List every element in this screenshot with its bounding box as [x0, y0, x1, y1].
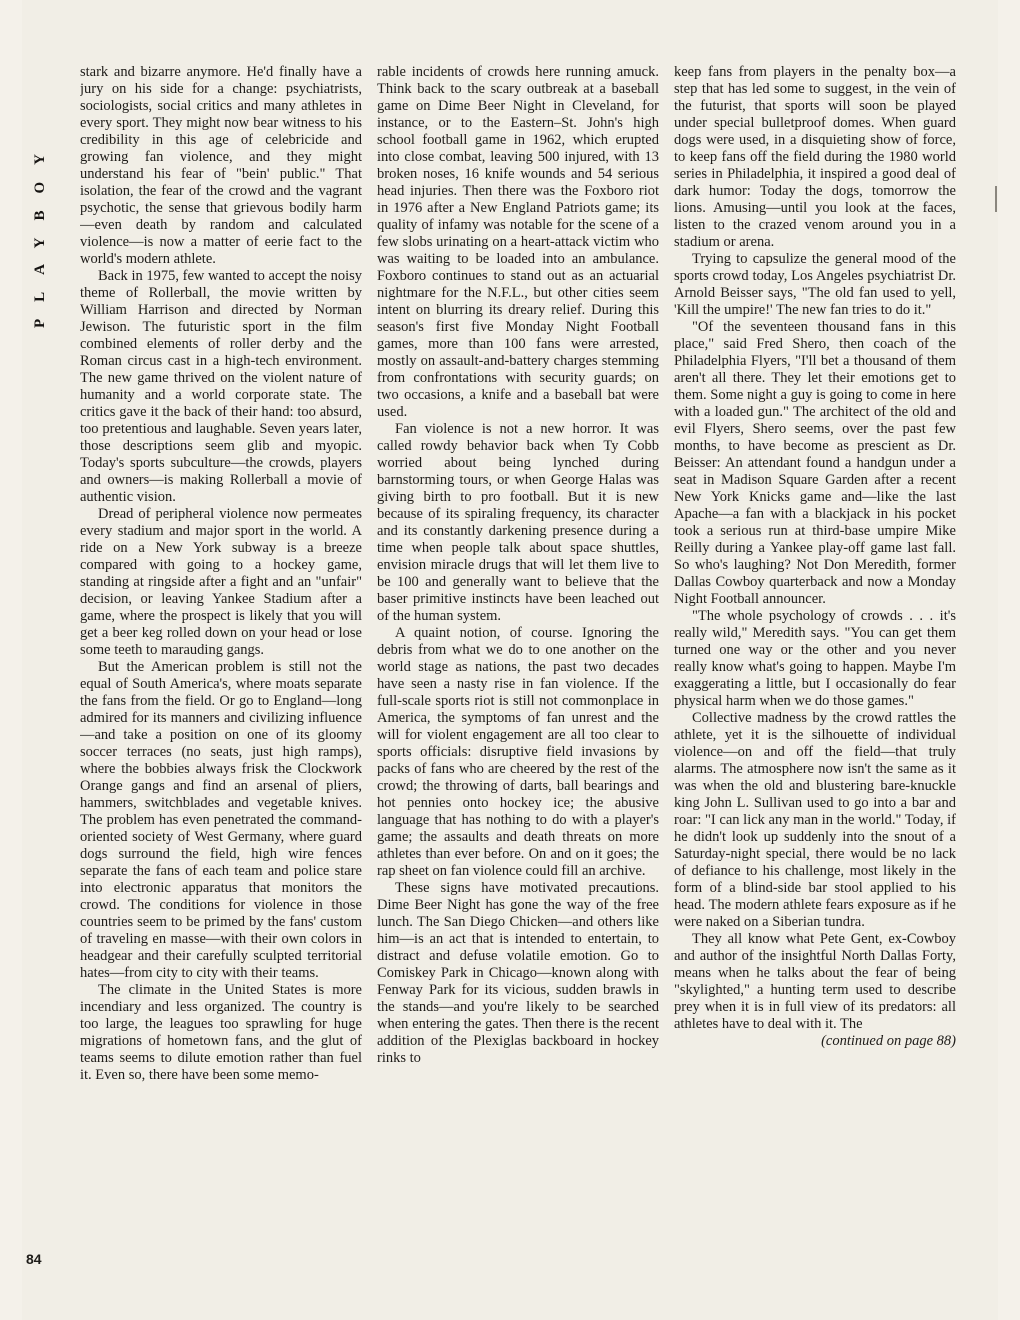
paragraph: "The whole psychology of crowds . . . it's really wild," Meredith says. "You can get them turned one way or the other and you never really know what's going to happen. Maybe I'm exaggerating a little, but I occasionally do fear physical harm when we do those games.": [674, 608, 956, 709]
paragraph: rable incidents of crowds here running amuck. Think back to the scary outbreak at a baseball game on Dime Beer Night in Cleveland, for instance, or to the Eastern–St. John's high school football game in 1962, which erupted into close combat, leaving 500 injured, with 13 broken noses, 16 knife wounds and 54 serious head injuries. Then there was the Foxboro riot in 1976 after a New England Patriots game; its quality of infamy was notable for the scene of a few slobs urinating on a heart-attack victim who was waiting to be loaded into an ambulance. Foxboro continues to stand out as an actuarial nightmare for the N.F.L., but other cities seem intent on blurring its dreary relief. During this season's first five Monday Night Football games, more than 100 fans were arrested, mostly on assault-and-battery charges stemming from confrontations with security guards; on two occasions, a knife and a baseball bat were used.: [377, 64, 659, 420]
paragraph: These signs have motivated precautions. Dime Beer Night has gone the way of the free lunch. The San Diego Chicken—and others like him—is an act that is intended to entertain, to distract and defuse volatile emotion. Go to Comiskey Park in Chicago—known along with Fenway Park for its vicious, sudden brawls in the stands—and you're likely to be searched when entering the gates. Then there is the recent addition of the Plexiglas backboard in hockey rinks to: [377, 880, 659, 1066]
paragraph: keep fans from players in the penalty box—a step that has led some to suggest, in the vein of the futurist, that sports will soon be played under special bulletproof domes. When guard dogs were used, in a disquieting show of force, to keep fans off the field during the 1980 world series in Philadelphia, it inspired a good deal of dark humor: Today the dogs, tomorrow the lions. Amusing—until you look at the faces, listen to the crazed venom around you in a stadium or arena.: [674, 64, 956, 250]
text-column-2: [377, 64, 659, 1269]
paragraph: Dread of peripheral violence now permeates every stadium and major sport in the world. A ride on a New York subway is a breeze compared with going to a hockey game, standing at ringside after a fight and an "unfair" decision, or leaving Yankee Stadium after a game, where the prospect is likely that you will get a beer keg rolled down on your head or lose some teeth to marauding gangs.: [80, 506, 362, 658]
masthead-text: PLAYBOY: [32, 137, 48, 328]
paragraph: A quaint notion, of course. Ignoring the debris from what we do to one another on the world stage as nations, the past two decades have seen a nasty rise in fan violence. If the full-scale sports riot is still not commonplace in America, the symptoms of fan unrest and the will for violent engagement are all too clear to sports officials: disruptive field invasions by packs of fans who are cheered by the rest of the crowd; the throwing of darts, ball bearings and hot pennies onto hockey ice; the abusive language that has nothing to do with a player's game; the assaults and death threats on more athletes than ever before. On and on it goes; the rap sheet on fan violence could fill an archive.: [377, 625, 659, 879]
page-edge-mark: [995, 186, 997, 212]
magazine-page: [22, 0, 998, 1320]
paragraph: Back in 1975, few wanted to accept the noisy theme of Rollerball, the movie written by William Harrison and directed by Norman Jewison. The futuristic sport in the film combined elements of roller derby and the Roman circus cast in a high-tech environment. The new game thrived on the violent nature of humanity and a world corporate state. The critics gave it the back of their hand: too absurd, too pretentious and laughable. Seven years later, those descriptions seem glib and myopic. Today's sports subculture—the crowds, players and owners—is making Rollerball a movie of authentic vision.: [80, 268, 362, 505]
paragraph: But the American problem is still not the equal of South America's, where moats separate the fans from the field. Or go to England—long admired for its manners and civilizing influence—and take a position on one of its gloomy soccer terraces (no seats, just high ramps), where the bobbies always frisk the Clockwork Orange gangs and find an arsenal of pliers, hammers, switchblades and vegetable knives. The problem has even penetrated the command-oriented society of West Germany, where guard dogs surround the field, high wire fences separate the fans of each team and police stare into electronic apparatus that monitors the crowd. The conditions for violence in those countries seem to be primed by the fans' custom of traveling en masse—with their own colors in headgear and their carefully sculpted territorial hates—from city to city with their teams.: [80, 659, 362, 981]
masthead: [30, 62, 54, 332]
paragraph: stark and bizarre anymore. He'd finally have a jury on his side for a change: psychiatrists, sociologists, social critics and many athletes in every sport. They might now bear witness to his credibility in this age of celebricide and growing fan violence, and they might understand his fear of "bein' public." That isolation, the fear of the crowd and the vagrant psychotic, the sense that grievous bodily harm—even death by random and calculated violence—is now a matter of eerie fact to the world's modern athlete.: [80, 64, 362, 267]
continuation-note: (continued on page 88): [821, 1033, 956, 1049]
page-number: 84: [26, 1251, 42, 1267]
paragraph: Collective madness by the crowd rattles the athlete, yet it is the silhouette of individual violence—on and off the field—that truly alarms. The atmosphere now isn't the same as it was when the old and blustering bare-knuckle king John L. Sullivan used to go into a bar and roar: "I can lick any man in the world." Today, if he didn't look up suddenly into the snout of a Saturday-night special, there would be no lack of defiance to his challenge, most likely in the form of a blind-side bar stool applied to his head. The modern athlete fears exposure as if he were naked on a Siberian tundra.: [674, 710, 956, 930]
text-column-3: [674, 64, 956, 1269]
paragraph: Trying to capsulize the general mood of the sports crowd today, Los Angeles psychiatrist Dr. Arnold Beisser says, "The old fan used to yell, 'Kill the umpire!' The new fan tries to do it.": [674, 251, 956, 318]
paragraph: Fan violence is not a new horror. It was called rowdy behavior back when Ty Cobb worried about being lynched during barnstorming tours, or when George Halas was giving birth to pro football. But it is new because of its spiraling frequency, its character and its constantly darkening presence during a time when people talk about space shuttles, envision miracle drugs that will let them live to be 100 and generally want to believe that the baser primitive instincts have been leached out of the human system.: [377, 421, 659, 624]
paragraph: The climate in the United States is more incendiary and less organized. The country is too large, the leagues too sprawling for huge migrations of hometown fans, and the glut of teams seems to dilute emotion rather than fuel it. Even so, there have been some memo-: [80, 982, 362, 1083]
text-column-1: [80, 64, 362, 1269]
paragraph: They all know what Pete Gent, ex-Cowboy and author of the insightful North Dallas Forty, means when he talks about the fear of being "skylighted," a hunting term used to describe prey when it is in full view of its predators: all athletes have to deal with it. The: [674, 931, 956, 1032]
paragraph: "Of the seventeen thousand fans in this place," said Fred Shero, then coach of the Philadelphia Flyers, "I'll bet a thousand of them aren't all there. They let their emotions get to them. Some night a guy is going to come in here with a loaded gun." The architect of the old and evil Flyers, Shero seems, over the past few months, to have become as prescient as Dr. Beisser: An attendant found a handgun under a seat in Madison Square Garden after a recent New York Knicks game and—like the last Apache—a fan with a blackjack in his pocket took a serious run at third-base umpire Mike Reilly during a Yankee play-off game last fall. So who's laughing? Not Don Meredith, former Dallas Cowboy quarterback and now a Monday Night Football announcer.: [674, 319, 956, 607]
